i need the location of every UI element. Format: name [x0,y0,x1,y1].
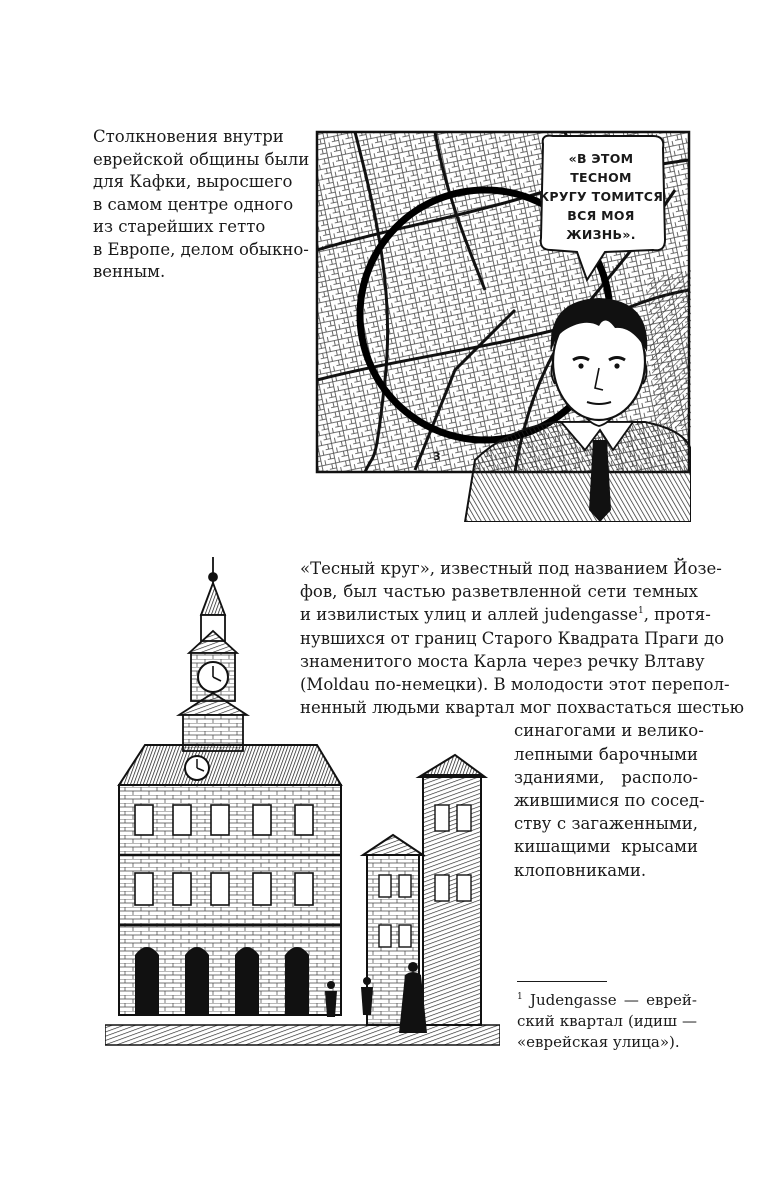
footnote-line: «еврейская улица»). [517,1033,680,1051]
footnote-ref: 1 [637,606,644,617]
intro-line: венным. [93,262,166,281]
footnote [517,990,697,1053]
text-line: нувшихся от границ Старого Квадрата Праги до [300,628,725,648]
text-line: клоповниками. [514,860,647,880]
speech-line: ТЕСНОМ [570,170,632,185]
text-line: лепными барочными [514,744,698,764]
text-fragment: Judengasse — еврей- [522,991,697,1009]
footnote-divider [517,981,607,982]
footnote-marker: 1 [517,992,523,1002]
intro-line: из старейших гетто [93,217,266,236]
intro-line: еврейской общины были [93,149,310,169]
street-pavement [105,1025,500,1045]
text-line: синагогами и велико- [514,721,704,741]
text-fragment: и извилистых улиц и аллей judengasse [300,605,638,625]
intro-line: в Европе, делом обыкно- [93,239,309,259]
intro-line: Столкновения внутри [93,127,284,146]
intro-line: в самом центре одного [93,194,294,214]
footnote-line [517,990,697,1011]
clock-icon [198,662,228,692]
speech-line: «В ЭТОМ [568,151,634,166]
clock-icon [185,756,209,780]
street-illustration-panel [105,555,500,1050]
intro-paragraph [93,126,310,284]
text-line: фов, был частью разветвленной сети темных [300,582,698,602]
text-line: ненный людьми квартал мог похвастаться шестью [300,698,744,718]
text-line: жившимися по сосед- [514,791,705,811]
text-line: зданиями, располо- [514,767,698,787]
map-number: 3 [433,450,441,463]
speech-line: ВСЯ МОЯ [567,208,635,223]
text-line: ству с загаженными, [514,814,698,834]
speech-line: КРУГУ ТОМИТСЯ [538,189,664,204]
speech-line: ЖИЗНЬ». [566,227,636,242]
text-line: «Тесный круг», известный под названием Йозе- [300,559,722,578]
text-line: кишащими крысами [514,837,698,857]
text-line: знаменитого моста Карла через речку Влтаву [300,651,705,671]
map-illustration-panel [315,130,691,522]
intro-line: для Кафки, выросшего [93,172,293,191]
text-line: (Moldau по-немецки). В молодости этот перепол- [300,675,730,695]
footnote-line: ский квартал (идиш — [517,1012,697,1030]
text-fragment: , протя- [643,605,711,625]
